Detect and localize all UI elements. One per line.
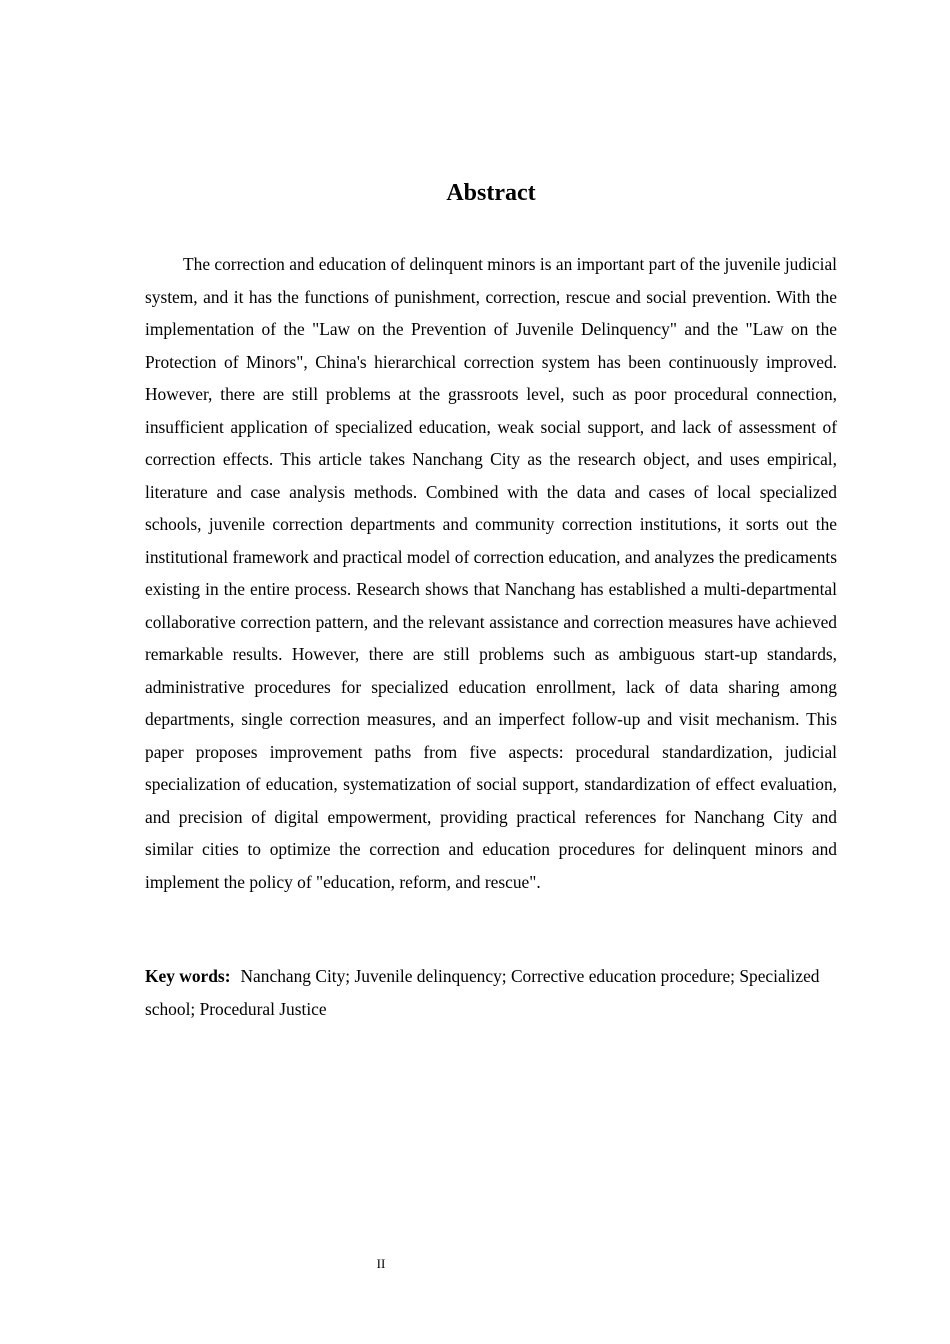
keywords-section [145, 960, 837, 1025]
keywords-text: Nanchang City; Juvenile delinquency; Corrective education procedure; Specialized school; Procedural Justice [145, 966, 820, 1019]
page-number: II [376, 1256, 386, 1271]
keywords-label: Key words: [145, 966, 231, 986]
abstract-title: Abstract [446, 180, 536, 206]
abstract-paragraph: The correction and education of delinquent minors is an important part of the juvenile judicial system, and it has the functions of punishment, correction, rescue and social prevention. With the implementation of the "Law on the Prevention of Juvenile Delinquency" and the "Law on the Protection of Minors", China's hierarchical correction system has been continuously improved. However, there are still problems at the grassroots level, such as poor procedural connection, insufficient application of specialized education, weak social support, and lack of assessment of correction effects. This article takes Nanchang City as the research object, and uses empirical, literature and case analysis methods. Combined with the data and cases of local specialized schools, juvenile correction departments and community correction institutions, it sorts out the institutional framework and practical model of correction education, and analyzes the predicaments existing in the entire process. Research shows that Nanchang has established a multi-departmental collaborative correction pattern, and the relevant assistance and correction measures have achieved remarkable results. However, there are still problems such as ambiguous start-up standards, administrative procedures for specialized education enrollment, lack of data sharing among departments, single correction measures, and an imperfect follow-up and visit mechanism. This paper proposes improvement paths from five aspects: procedural standardization, judicial specialization of education, systematization of social support, standardization of effect evaluation, and precision of digital empowerment, providing practical references for Nanchang City and similar cities to optimize the correction and education procedures for delinquent minors and implement the policy of "education, reform, and rescue". [145, 254, 837, 892]
